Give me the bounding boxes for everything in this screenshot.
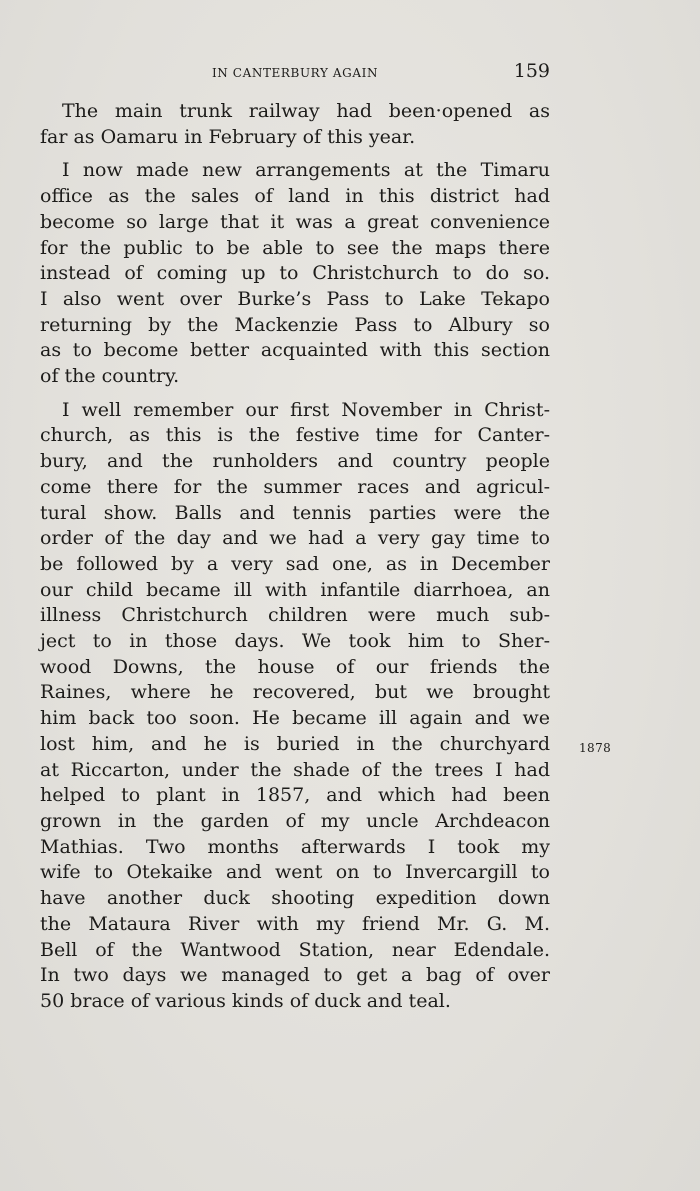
text-line: I also went over Burke’s Pass to Lake Tekapo [40,287,550,310]
text-line: be followed by a very sad one, as in December [40,552,550,575]
paragraph-november-christchurch [40,398,550,1015]
text-line: Bell of the Wantwood Station, near Edendale. [40,938,550,961]
text-line: 50 brace of various kinds of duck and teal. [40,989,451,1012]
text-line: become so large that it was a great convenience [40,210,550,233]
text-line: I well remember our first November in Christ- [62,398,550,421]
text-line: illness Christchurch children were much sub- [40,604,550,627]
text-line: him back too soon. He became ill again and we [40,707,550,730]
text-line: as to become better acquainted with this section [40,339,550,362]
text-line: ject to in those days. We took him to Sher- [40,630,550,653]
text-line: wife to Otekaike and went on to Invercargill to [40,861,550,884]
text-line: I now made new arrangements at the Timaru [62,159,550,182]
text-line: far as Oamaru in February of this year. [40,125,416,148]
text-line: wood Downs, the house of our friends the [40,655,550,678]
body-text [40,99,550,1023]
text-line: at Riccarton, under the shade of the trees I had [40,758,550,781]
text-line: our child became ill with infantile diarrhoea, an [40,578,550,601]
text-line: Raines, where he recovered, but we brought [40,681,550,704]
text-line: tural show. Balls and tennis parties were the [40,501,550,524]
text-line: In two days we managed to get a bag of over [40,964,550,987]
text-line: order of the day and we had a very gay time to [40,527,550,550]
text-line: Mathias. Two months afterwards I took my [40,835,550,858]
text-line: The main trunk railway had been·opened as [62,100,550,122]
text-line: for the public to be able to see the maps there [40,236,550,259]
text-line: grown in the garden of my uncle Archdeacon [40,809,550,832]
running-header [40,60,550,84]
text-line: church, as this is the festive time for Canter- [40,424,550,447]
text-line: of the country. [40,365,180,388]
text-line: the Mataura River with my friend Mr. G. M. [40,912,550,935]
text-line: bury, and the runholders and country people [40,450,550,473]
text-line: lost him, and he is buried in the churchyard [40,732,550,755]
page-number: 159 [513,60,550,82]
text-line: office as the sales of land in this district had [40,185,550,208]
margin-year-note: 1878 [579,741,612,755]
text-line: instead of coming up to Christchurch to do so. [40,262,550,285]
running-title: IN CANTERBURY AGAIN [211,66,379,80]
paragraph-railway [40,99,550,150]
text-line: helped to plant in 1857, and which had been [40,784,550,807]
text-line: have another duck shooting expedition down [40,887,550,910]
text-line: returning by the Mackenzie Pass to Albury so [40,313,550,336]
text-line: come there for the summer races and agricul- [40,475,550,498]
paragraph-timaru-office [40,158,550,389]
